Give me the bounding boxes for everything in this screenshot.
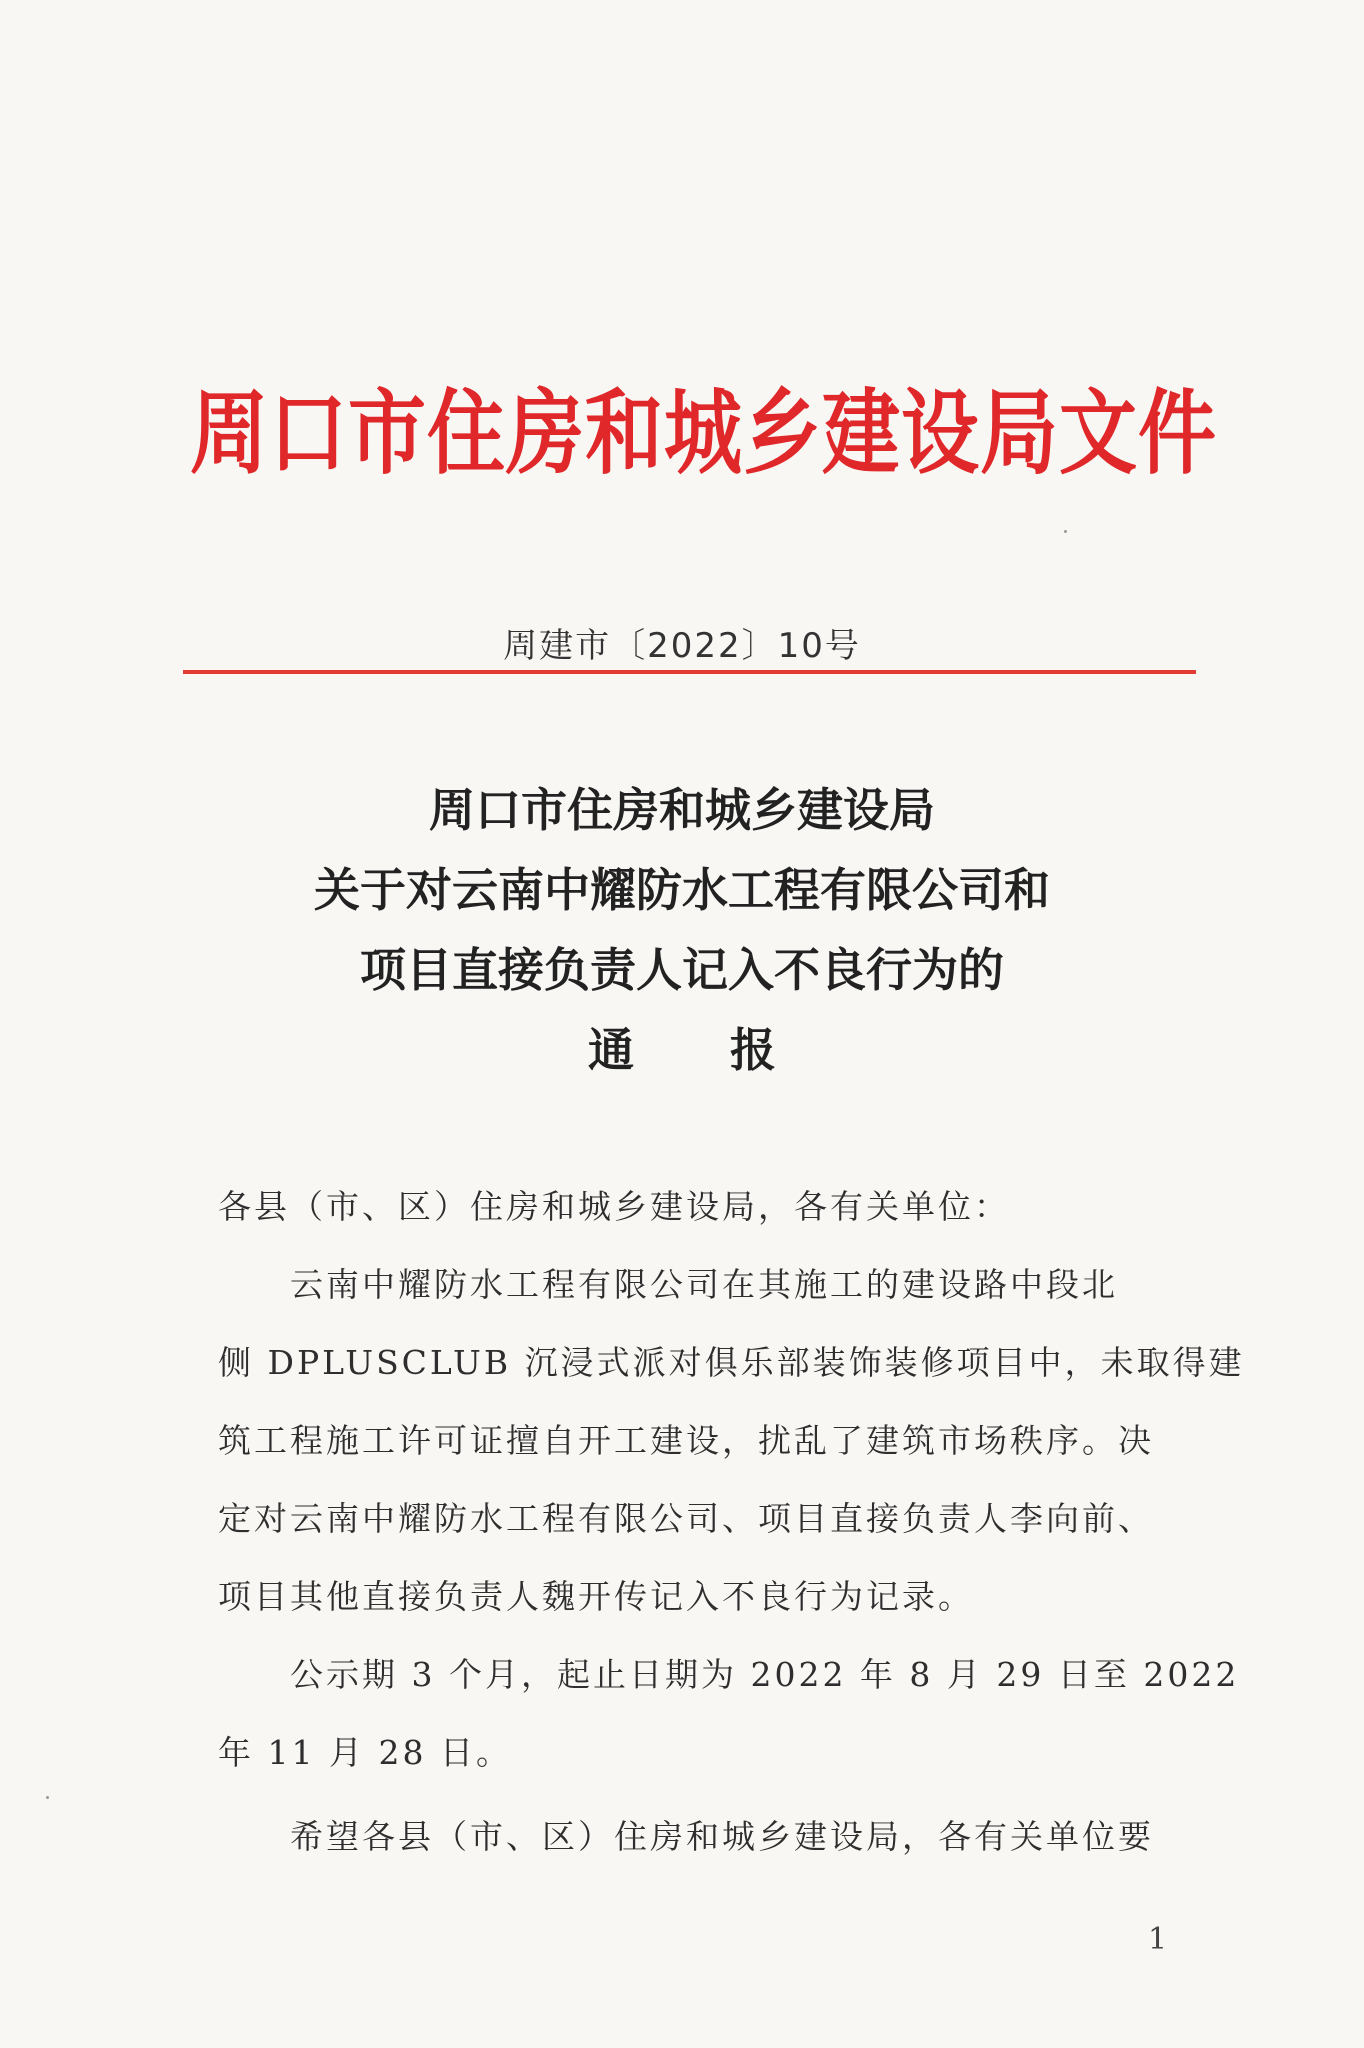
red-divider	[183, 670, 1196, 674]
masthead-title: 周口市住房和城乡建设局文件	[190, 381, 1218, 488]
paragraph-2-line-2: 年 11 月 28 日。	[218, 1733, 512, 1772]
title-line-1: 周口市住房和城乡建设局	[429, 783, 935, 837]
paragraph-1-line-5: 项目其他直接负责人魏开传记入不良行为记录。	[218, 1577, 974, 1616]
paragraph-3-line-1: 希望各县（市、区）住房和城乡建设局，各有关单位要	[290, 1817, 1154, 1856]
notice-title	[0, 770, 1364, 1090]
paragraph-1-line-2: 侧 DPLUSCLUB 沉浸式派对俱乐部装饰装修项目中，未取得建	[218, 1343, 1245, 1382]
paragraph-1-line-4: 定对云南中耀防水工程有限公司、项目直接负责人李向前、	[218, 1499, 1154, 1538]
paper-speck	[46, 1796, 49, 1799]
paragraph-1-line-1: 云南中耀防水工程有限公司在其施工的建设路中段北	[290, 1265, 1118, 1304]
title-line-2: 关于对云南中耀防水工程有限公司和	[314, 863, 1050, 917]
title-line-4: 通 报	[587, 1023, 816, 1077]
paragraph-2-line-1: 公示期 3 个月，起止日期为 2022 年 8 月 29 日至 2022	[290, 1655, 1240, 1694]
salutation: 各县（市、区）住房和城乡建设局，各有关单位：	[218, 1187, 1010, 1226]
paragraph-1-line-3: 筑工程施工许可证擅自开工建设，扰乱了建筑市场秩序。决	[218, 1421, 1154, 1460]
document-body	[218, 1168, 1245, 1876]
document-number: 周建市〔2022〕10号	[503, 626, 861, 666]
page-number: 1	[1148, 1922, 1168, 1957]
paper-speck	[1064, 530, 1067, 533]
title-line-3: 项目直接负责人记入不良行为的	[360, 943, 1004, 997]
